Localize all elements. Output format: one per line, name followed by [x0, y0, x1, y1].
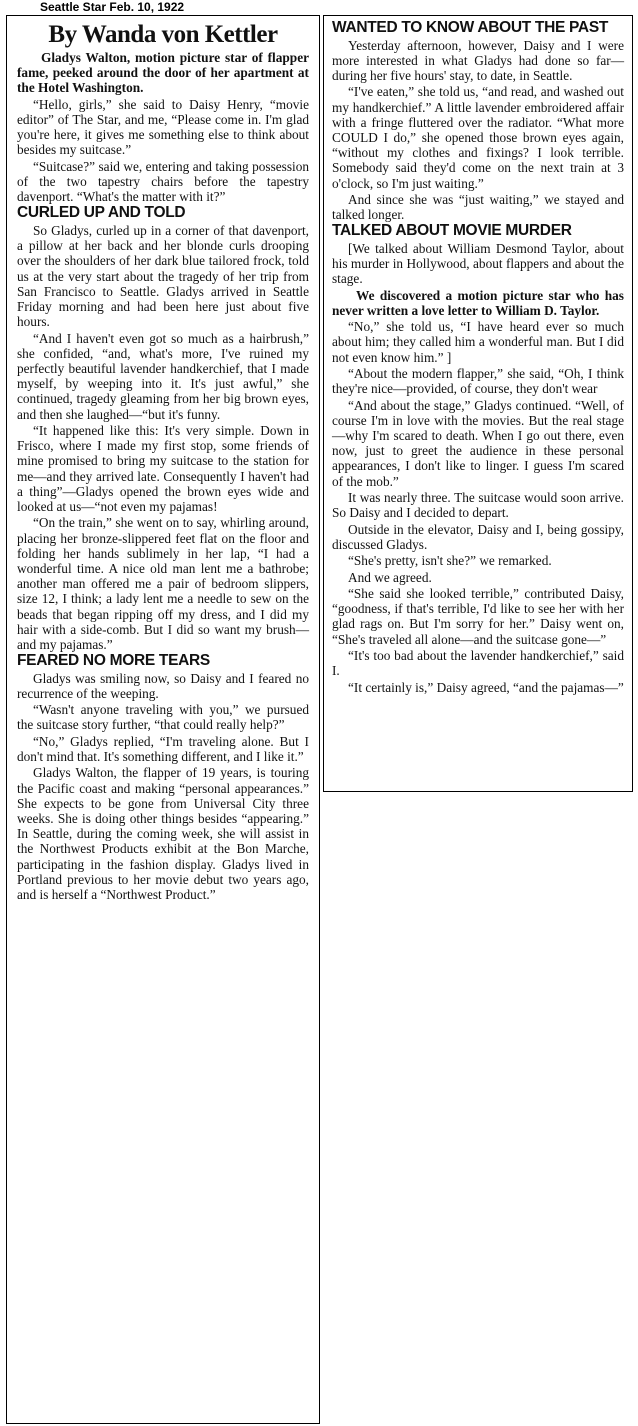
paragraph: Yesterday afternoon, however, Daisy and I were more interested in what Gladys had done so far—during her five hours' stay, to date, in Seattle.	[332, 37, 624, 83]
paragraph: “It certainly is,” Daisy agreed, “and the pajamas—”	[348, 679, 624, 695]
paragraph: [We talked about William Desmond Taylor, about his murder in Hollywood, about flappers and about the stage.	[332, 240, 624, 287]
subheading: CURLED UP AND TOLD	[17, 204, 186, 222]
paragraph: “It's too bad about the lavender handkerchief,” said I.	[332, 647, 624, 679]
paragraph: “Wasn't anyone traveling with you,” we pursued the suitcase story further, “that could really help?”	[17, 702, 309, 733]
article-column-left	[6, 15, 320, 1424]
paragraph: “She's pretty, isn't she?” we remarked.	[348, 553, 552, 569]
paragraph: Outside in the elevator, Daisy and I, being gossipy, discussed Gladys.	[332, 521, 624, 552]
paragraph: “About the modern flapper,” she said, “Oh, I think they're nice—provided, of course, they don't wear	[332, 366, 624, 397]
paragraph: And since she was “just waiting,” we stayed and talked longer.	[332, 191, 624, 223]
byline: By Wanda von Kettler	[48, 21, 278, 48]
paragraph: “No,” she told us, “I have heard ever so much about him; they called him a wonderful man. But I did not even know him.” ]	[332, 319, 624, 365]
paragraph: “And about the stage,” Gladys continued. “Well, of course I'm in love with the movies. But the real stage—why I'm scared to death. When I go out there, even now, just to greet the audience in these personal appearances, I don't like to linger. I guess I'm scared of the mob.”	[332, 397, 624, 489]
paragraph: Gladys Walton, the flapper of 19 years, is touring the Pacific coast and making “personal appearances.” She expects to be gone from Universal City three weeks. She is doing other things besides “appearing.” In Seattle, during the coming week, she will assist in the Northwest Products exhibit at the Bon Marche, participating in the fashion display. Gladys lived in Portland previous to her movie debut two years ago, and is herself a “Northwest Product.”	[17, 765, 309, 903]
paragraph: “On the train,” she went on to say, whirling around, placing her bronze-slippered feet flat on the floor and folding her hands sublimely in her lap, “I had a wonderful time. A nice old man lent me a bathrobe; another man offered me a pair of bedroom slippers, size 12, I think; a lady lent me a needle to sew on the beads that began ripping off my dress, and I did my hair with a side-comb. But I did so want my brush—and my pajamas.”	[17, 515, 309, 652]
source-line: Seattle Star Feb. 10, 1922	[40, 0, 185, 14]
article-column-right	[323, 15, 633, 792]
lead-paragraph: Gladys Walton, motion picture star of flapper fame, peeked around the door of her apartment at the Hotel Washington.	[17, 50, 309, 96]
subheading: WANTED TO KNOW ABOUT THE PAST	[332, 19, 609, 36]
paragraph: “Hello, girls,” she said to Daisy Henry, “movie editor” of The Star, and me, “Please come in. I'm glad you're here, it gives me something else to think about besides my suitcase.”	[17, 96, 309, 158]
paragraph: “I've eaten,” she told us, “and read, and washed out my handkerchief.” A little lavender embroidered affair with a fringe fluttered over the radiator. “What more COULD I do,” she opened those brown eyes again, “without my clothes and fixings? I look terrible. Somebody said they'd come on the next train at 3 o'clock, so I'm just waiting.”	[332, 84, 624, 191]
paragraph: “No,” Gladys replied, “I'm traveling alone. But I don't mind that. It's something different, and I like it.”	[17, 733, 309, 765]
paragraph: It was nearly three. The suitcase would soon arrive. So Daisy and I decided to depart.	[332, 490, 624, 521]
paragraph: “It happened like this: It's very simple. Down in Frisco, where I made my first stop, some friends of mine promised to bring my suitcase to the station for me—and they arrived late. Consequently I haven't had a thing”—Gladys opened the brown eyes wide and looked at us—“not even my pajamas!	[17, 422, 309, 514]
paragraph: “Suitcase?” said we, entering and taking possession of the two tapestry chairs before the tapestry davenport. “What's the matter with it?”	[17, 158, 309, 205]
highlight-paragraph: We discovered a motion picture star who has never written a love letter to William D. Taylor.	[332, 287, 624, 318]
subheading: TALKED ABOUT MOVIE MURDER	[332, 222, 572, 240]
paragraph: “And I haven't even got so much as a hairbrush,” she confided, “and, what's more, I've ruined my perfectly beautiful lavender handkerchief, that I made myself, by weeping into it. It's just awful,” she continued, tragedy gleaming from her big brown eyes, and then she laughed—“but it's funny.	[17, 330, 309, 422]
subheading: FEARED NO MORE TEARS	[17, 652, 210, 670]
paragraph: So Gladys, curled up in a corner of that davenport, a pillow at her back and her blonde curls drooping over the shoulders of her dark blue tailored frock, told us at the very start about the tragedy of her trip from San Francisco to Seattle. Gladys arrived in Seattle Friday morning and had been here just about five hours.	[17, 222, 309, 330]
paragraph: And we agreed.	[348, 569, 432, 585]
paragraph: Gladys was smiling now, so Daisy and I feared no recurrence of the weeping.	[17, 670, 309, 701]
paragraph: “She said she looked terrible,” contributed Daisy, “goodness, if that's terrible, I'd like to see her with her glad rags on. But I'm sorry for her.” Daisy went on, “She's traveled all alone—and the suitcase gone—”	[332, 585, 624, 647]
